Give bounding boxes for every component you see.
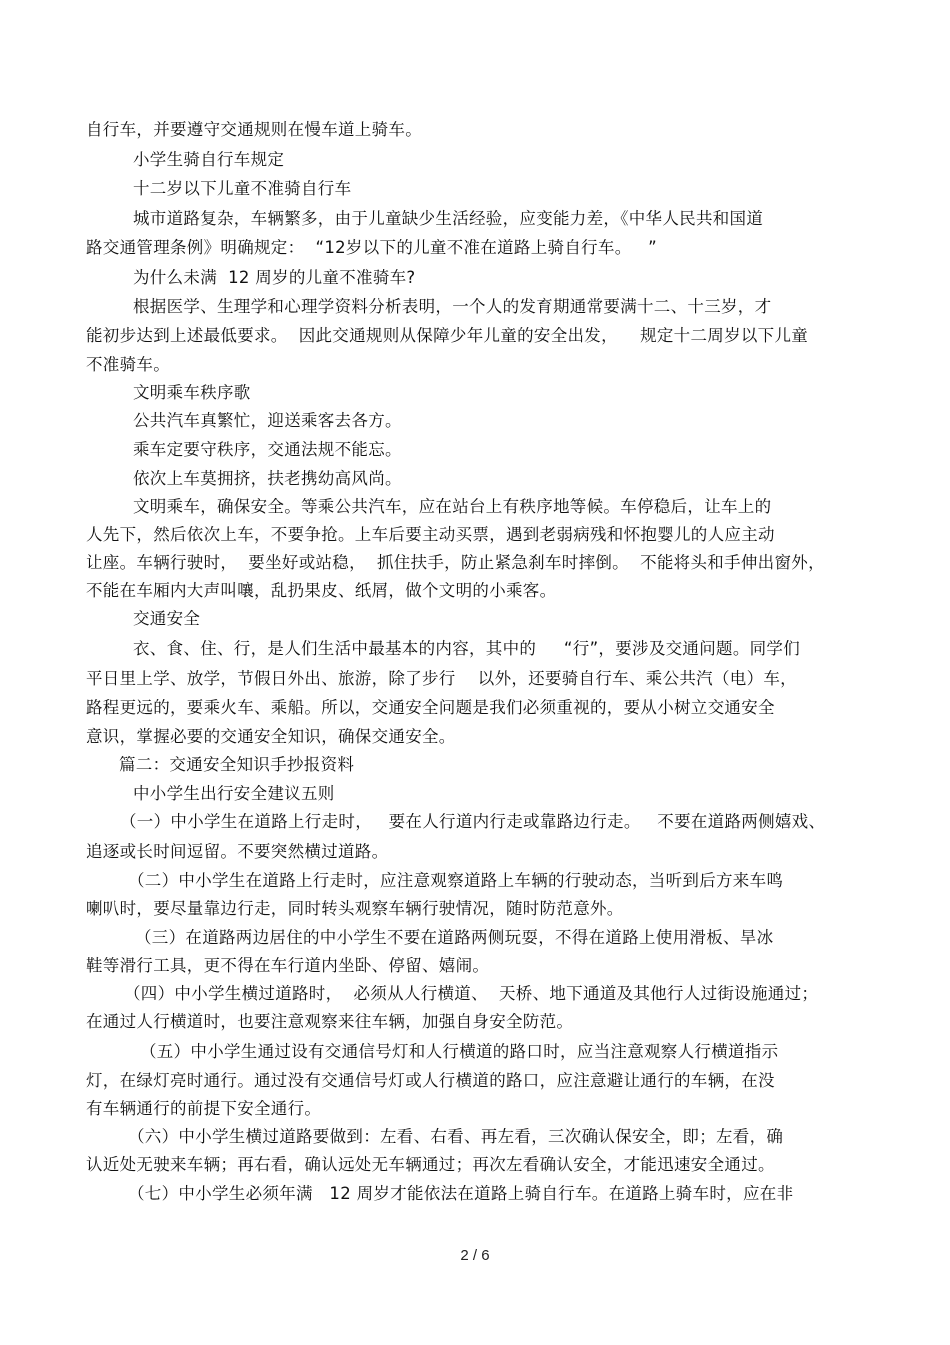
- section-heading: 中小学生出行安全建议五则: [133, 784, 335, 803]
- text-line: （二）中小学生在道路上行走时，应注意观察道路上车辆的行驶动态，当听到后方来车鸣: [128, 871, 784, 890]
- text-line: （三）在道路两边居住的中小学生不要在道路两侧玩耍，不得在道路上使用滑板、旱冰: [135, 928, 774, 947]
- text-line: 城市道路复杂，车辆繁多，由于儿童缺少生活经验，应变能力差，《中华人民共和国道: [133, 209, 764, 228]
- text-line: （七）中小学生必须年满 12 周岁才能依法在道路上骑自行车。在道路上骑车时，应在非: [128, 1184, 794, 1203]
- text-line: 平日里上学、放学，节假日外出、旅游，除了步行 以外，还要骑自行车、乘公共汽（电）车，: [86, 669, 797, 688]
- text-line: （五）中小学生通过设有交通信号灯和人行横道的路口时，应当注意观察人行横道指示: [140, 1042, 779, 1061]
- text-line: 路程更远的，要乘火车、乘船。所以，交通安全问题是我们必须重视的，要从小树立交通安全: [86, 698, 775, 717]
- text-line: 不能在车厢内大声叫嚷，乱扔果皮、纸屑，做个文明的小乘客。: [86, 581, 557, 600]
- text-line: 为什么未满 12 周岁的儿童不准骑车?: [133, 268, 416, 287]
- text-line: 路交通管理条例》明确规定： “12岁以下的儿童不准在道路上骑自行车。 ”: [86, 238, 658, 257]
- text-line: 自行车，并要遵守交通规则在慢车道上骑车。: [86, 120, 422, 139]
- page-indicator: 2 / 6: [460, 1247, 490, 1264]
- text-line: 认近处无驶来车辆；再右看，确认远处无车辆通过；再次左看确认安全，才能迅速安全通过。: [86, 1155, 775, 1174]
- section-heading: 篇二：交通安全知识手抄报资料: [119, 755, 355, 774]
- text-line: 让座。车辆行驶时， 要坐好或站稳， 抓住扶手，防止紧急刹车时摔倒。 不能将头和手伸出窗外，: [86, 553, 825, 572]
- text-line: （一）中小学生在道路上行走时， 要在人行道内行走或靠路边行走。 不要在道路两侧嬉戏、: [120, 812, 826, 831]
- text-line: 灯，在绿灯亮时通行。通过没有交通信号灯或人行横道的路口，应注意避让通行的车辆，在没: [86, 1071, 775, 1090]
- text-line: 在通过人行横道时，也要注意观察来往车辆，加强自身安全防范。: [86, 1012, 574, 1031]
- section-heading: 文明乘车秩序歌: [133, 383, 251, 402]
- text-line: 鞋等滑行工具，更不得在车行道内坐卧、停留、嬉闹。: [86, 956, 490, 975]
- text-line: 公共汽车真繁忙，迎送乘客去各方。: [133, 411, 402, 430]
- text-line: 文明乘车，确保安全。等乘公共汽车，应在站台上有秩序地等候。车停稳后，让车上的: [133, 497, 772, 516]
- text-line: 衣、食、住、行，是人们生活中最基本的内容，其中的 “行”，要涉及交通问题。同学们: [133, 639, 801, 658]
- text-line: 意识，掌握必要的交通安全知识，确保交通安全。: [86, 727, 456, 746]
- text-line: 喇叭时，要尽量靠边行走，同时转头观察车辆行驶情况，随时防范意外。: [86, 899, 624, 918]
- section-heading: 十二岁以下儿童不准骑自行车: [133, 179, 352, 198]
- section-heading: 小学生骑自行车规定: [133, 150, 285, 169]
- text-line: 人先下，然后依次上车，不要争抢。上车后要主动买票，遇到老弱病残和怀抱婴儿的人应主动: [86, 525, 775, 544]
- text-line: 能初步达到上述最低要求。 因此交通规则从保障少年儿童的安全出发， 规定十二周岁以下儿童: [86, 326, 809, 345]
- text-line: 有车辆通行的前提下安全通行。: [86, 1099, 322, 1118]
- text-line: 乘车定要守秩序，交通法规不能忘。: [133, 440, 402, 459]
- text-line: 根据医学、生理学和心理学资料分析表明，一个人的发育期通常要满十二、十三岁，才: [133, 297, 772, 316]
- text-line: 依次上车莫拥挤，扶老携幼高风尚。: [133, 469, 402, 488]
- text-line: （四）中小学生横过道路时， 必须从人行横道、 天桥、地下通道及其他行人过街设施通过；: [124, 984, 819, 1003]
- text-line: （六）中小学生横过道路要做到：左看、右看、再左看，三次确认保安全，即；左看，确: [128, 1127, 784, 1146]
- text-line: 不准骑车。: [86, 355, 170, 374]
- section-heading: 交通安全: [133, 609, 201, 628]
- text-line: 追逐或长时间逗留。不要突然横过道路。: [86, 842, 389, 861]
